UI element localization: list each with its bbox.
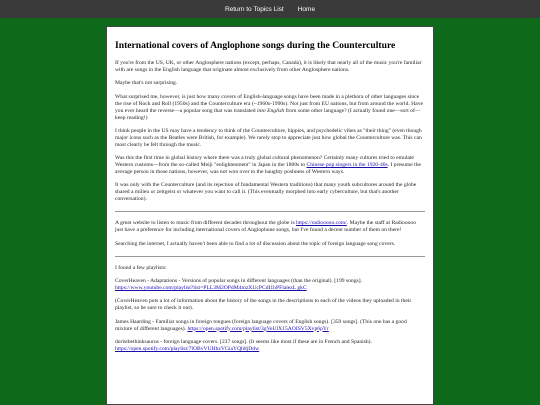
section-divider-2 (115, 256, 425, 257)
paragraph-radiooooo-text-1: A great website to listen to music from different decades throughout the globe is (115, 220, 297, 227)
playlist-coverheaven-note: (CoverHeaven puts a lot of information about the history of the songs in the descriptions to each of the videos they uploaded in their playlist, so be sure to check it out). (115, 298, 412, 312)
paragraph-surprise-text-2: from some other language? (I actually found one—sort of—keep reading!) (115, 107, 421, 121)
top-nav-bar (0, 0, 540, 18)
playlist-coverheaven-text: CoverHeaven - Adaptations - Versions of popular songs in different languages (than the original). [199 songs]. (115, 278, 362, 285)
paragraph-global-text-2: . I presume the average person in those nations, however, was not won over to the haughty poshness of Western ways. (115, 162, 421, 176)
chinese-pop-singers-link[interactable]: Chinese pop singers in the 1920-40s (306, 162, 388, 169)
playlist-james-link[interactable]: https://open.spotify.com/playlist/3gVeUlX15AOISV5Xvp6pYr (187, 325, 329, 332)
paragraph-global-text-1: Was this the first time in global history where there was a truly global cultural phenomenon? Certainly many cultures tried to emulate Western customs—from the so-called Meiji "enlightenment" in Japan in the 1800s to (115, 155, 414, 169)
page-title: International covers of Anglophone songs during the Counterculture (115, 40, 396, 51)
return-to-topics-link[interactable]: Return to Topics List (224, 5, 284, 13)
paragraph-searching: Searching the internet, I actually haven't been able to find a lot of discussion about the topic of foreign language song covers. (115, 240, 396, 247)
article-container (106, 26, 434, 405)
playlist-coverheaven-link[interactable]: https://www.youtube.com/playlist?list=PLL3M2OPdM4mzXUcPCdI1hPFlalezL gkC (115, 285, 307, 292)
playlist-doris-text: doristhethinksaurus - foreign language covers. [237 songs]. (It seems like most if these are in French and Spanish). (115, 338, 372, 345)
radiooooo-link[interactable]: https://radiooooo.com/ (296, 220, 347, 227)
home-link[interactable]: Home (297, 5, 316, 13)
section-divider (115, 211, 425, 212)
paragraph-surprise (115, 94, 425, 122)
paragraph-us-people: I think people in the US may have a tendency to think of the Counterculture, hippies, and psychedelic vibes as "their thing" (even though major icons such as the Beatles were British, for example). We rarely stop to appreciate just how global the Counterculture was. This can most clearly be felt through the music. (115, 127, 422, 148)
playlist-item-coverheaven (115, 278, 425, 292)
paragraph-counterculture: It was only with the Counterculture (and its rejection of fundamental Western traditions) that many youth subcultures around the globe shared a milieu or zeitgeist or whatever you want to call it. (This eventually morphed into early cyberculture, but that's another conversation). (115, 182, 417, 203)
playlist-james-text: James Haarding - Familiar songs in foreign tongues (foreign language covers of English songs). [359 songs]. (This one has a good mixture of different languages). (115, 318, 407, 332)
paragraph-global-phenomenon (115, 155, 425, 176)
paragraph-intro: If you're from the US, UK, or other Anglosphere nations (except, perhaps, Canada), it is likely that nearly all of the music you're familiar with are songs in the English language that originate almost exclusively from other Anglosphere nations. (115, 60, 422, 73)
paragraph-playlists-intro: I found a few playlists: (115, 264, 167, 271)
playlist-item-james-haarding (115, 319, 425, 333)
playlist-doris-link[interactable]: https://open.spotify.com/playlist/7lOBvVUHhzVGiaYQh8jDdw (115, 345, 260, 352)
playlist-item-doristhethinksaurus (115, 339, 425, 353)
emphasis-into-english: into English (256, 107, 285, 114)
paragraph-radiooooo (115, 220, 425, 234)
paragraph-not-surprising: Maybe that's not surprising. (115, 80, 178, 87)
paragraph-radiooooo-text-2: . Maybe the staff at Radiooooo just have a preference for including international covers of Anglophone songs, but I've found a decent number of them on there! (115, 220, 417, 234)
paragraph-surprise-text-1: What surprised me, however, is just how many covers of English-language songs have been made in a plethora of other languages since the rise of Rock and Roll (1950s) and the Counterculture era (~1960s-1990s). Not just from EU nations, but from around the world. Have you ever heard the reverse—a popular song that was translated (115, 93, 423, 114)
